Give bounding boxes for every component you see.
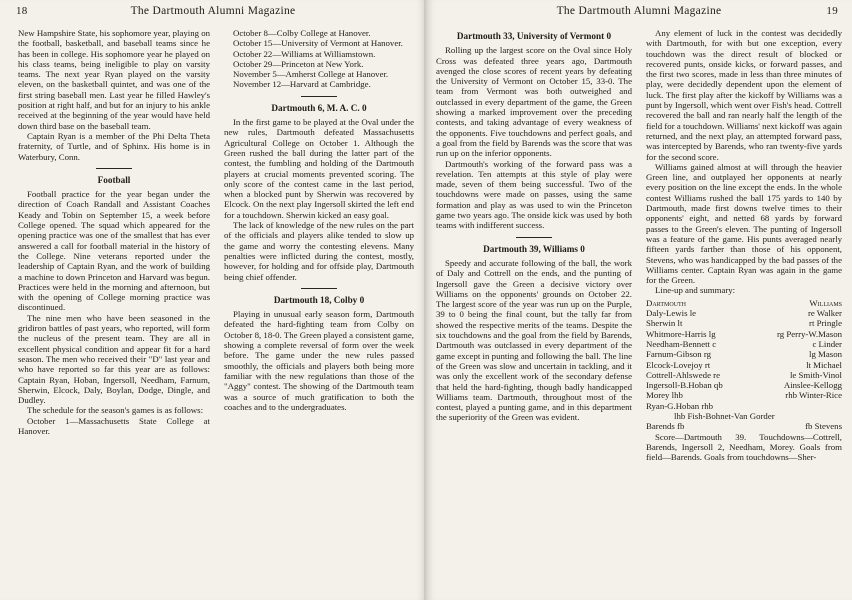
ryan-intro-paragraph: New Hampshire State, his sophomore year, playing on the football, basketball, and baseball teams since he has been in college. His sophomore year he played on his class teams, being ineligible to play on varsity teams. The next year Ryan played on the varsity eleven, on the basketball quintet, and was one of the first string baseball men. Last year he filled Hawley's position at right half, and but for an injury to his ankle received at the beginning of the year would have held down third base on the baseball team.	[18, 28, 210, 131]
lineup-right: re Walker	[807, 308, 842, 319]
lineup-row	[646, 339, 842, 349]
lineup-mid	[713, 401, 842, 411]
williams-paragraph: Speedy and accurate following of the ball, the work of Daly and Cottrell on the ends, and the punting of Ingersoll gave the Green a decisive victory over Williams on the opponents' grounds on October 22. The largest score of the year was run up on the Purple, 39 to 0 being the final count, but the tally far from showed the respective merits of the teams. Despite the six touchdowns and the goal from the field by Barends, Dartmouth was outclassed in every department of the game except in punting and following the ball. The line of the Green was slow and uncertain in tackling, and it was only the excellent work of the secondary defense that held the hard-fighting, though badly handicapped Williams team. Dartmouth, throughout most of the contest, played a punting game, and in this department the superiority of the Green was evident.	[436, 257, 632, 423]
lineup-right: fb Stevens	[805, 421, 842, 432]
lineup-left: Ingersoll-B.Hoban qb	[646, 380, 723, 391]
luck-paragraph: Any element of luck in the contest was decidedly with Dartmouth, for with but one exception, every touchdown was the direct result of blocked or recovered punts, onside kicks, or forward passes, and the first two scores, made in less than three minutes of play, were decidedly dependent upon the element of luck. The first play after the kickoff by Williams was a punt by Ingersoll, which went over Fish's head. Cottrell recovered the ball and ran nearly half the length of the field for a touchdown. Williams' next kickoff was again returned, and the next play, an attempted forward pass, was intercepted by Barends, who ran twenty-five yards for the second score.	[646, 28, 842, 162]
lineup-row	[646, 421, 842, 431]
veterans-paragraph: The nine men who have been seasoned in the gridiron battles of past years, who reported, will form the nucleus of the present team. They are all in excellent physical condition and appear fit for a hard season. The men who received their "D" last year and who have reported so far this year are as follows: Captain Ryan, Hoban, Ingersoll, Needham, Farnum, Sherwin, Elcock, Daly, Boylan, Dodge, Dingle, and Dudley.	[18, 312, 210, 406]
lineup-header-williams: Williams	[809, 297, 842, 308]
colby-paragraph: Playing in unusual early season form, Dartmouth defeated the hard-fighting team from Colby on October 8, 18-0. The Green played a consistent game, showing a complete reversal of form over the week before. The game under the new rules passed smoothly, the officials and players both being more familiar with the new regulations than those of the "Aggy" contest. The showing of the Dartmouth team was a source of much gratification to both the coaches and to the undergraduates.	[224, 309, 414, 412]
lineup-mid	[696, 308, 808, 318]
schedule-item: October 29—Princeton at New York.	[233, 58, 364, 69]
section-divider	[96, 168, 132, 169]
lineup-left: Sherwin lt	[646, 318, 683, 329]
mac-paragraph: In the first game to be played at the Oval under the new rules, Dartmouth defeated Massachusetts Agricultural College on October 1. Although the Green rushed the ball during the latter part of the contest, the fumbling and holding of the Dartmouth players at crucial moments prevented scoring. The only score of the contest came in the last period, when a blocked punt by Sherwin was recovered by Elcock. On the next play Ingersoll skirted the left end for a touchdown. Sherwin kicked an easy goal.	[224, 117, 414, 220]
right-column-2	[646, 28, 842, 462]
lineup-right: lg Mason	[809, 349, 842, 360]
schedule-item: October 15—University of Vermont at Hanover.	[233, 38, 403, 49]
right-column-1	[436, 28, 632, 423]
lineup-row	[646, 318, 842, 328]
lineup-right: rt Pringle	[809, 318, 842, 329]
left-column-2	[224, 28, 414, 412]
lineup-mid	[683, 390, 785, 400]
williams-gained-paragraph: Williams gained almost at will through the heavier Green line, and outplayed her opponents at nearly every position on the line except the ends. In the whole contest Williams rushed the ball 175 yards to 140 by Dartmouth, made first downs twelve times to their opponents' eight, and netted 68 yards by forward passes to the Green's eleven. The punting of Ingersoll was a feature of the game. His punts averaged nearly fifteen yards farther than those of his opponent, Stevens, who was handicapped by the bad passes of the Williams center. Captain Ryan was again in the game for the Green.	[646, 161, 842, 286]
lineup-left: Cottrell-Ahlswede re	[646, 369, 721, 380]
lineup-right: lt Michael	[806, 359, 842, 370]
lineup-row	[646, 411, 842, 421]
lineup-row	[646, 349, 842, 359]
lineup-right: rg Perry-W.Mason	[777, 328, 842, 339]
mac-game-heading: Dartmouth 6, M. A. C. 0	[271, 102, 367, 113]
williams-game-heading: Dartmouth 39, Williams 0	[483, 243, 585, 254]
right-page	[426, 0, 852, 600]
lineup-table	[646, 298, 842, 432]
schedule-item: November 12—Harvard at Cambridge.	[233, 79, 371, 90]
schedule-item: October 8—Colby College at Hanover.	[233, 28, 371, 38]
vermont-game-heading: Dartmouth 33, University of Vermont 0	[456, 31, 612, 41]
lineup-left: Whitmore-Harris lg	[646, 328, 716, 339]
lineup-left: Morey lhb	[646, 390, 683, 401]
lineup-left: Farnum-Gibson rg	[646, 349, 712, 360]
mac-paragraph: The lack of knowledge of the new rules on the part of the officials and players alike tended to slow up the game and worry the contesting elevens. Many penalties were inflicted during the contest, mostly, however, for holding and for offside play, Dartmouth being chief offender.	[224, 220, 414, 282]
lineup-row	[646, 329, 842, 339]
right-running-head	[426, 5, 852, 21]
score-summary-paragraph: Score—Dartmouth 39. Touchdowns—Cottrell, Barends, Ingersoll 2, Needham, Morey. Goals from field—Barends. Goals from touchdowns—Sher-	[646, 431, 842, 463]
football-paragraph: Football practice for the year began under the direction of Coach Randall and Assistant Coaches Keady and Tobin on September 15, a week before College opened. The squad which appeared for the opening practice was one of the smallest that has ever answered a call for football material in the history of the College. Nine veterans reported under the leadership of Captain Ryan, and the work of building a machine to down Princeton and Harvard was begun. Practices were held in the morning and afternoon, but with the opening of College morning practice was discontinued.	[18, 189, 210, 313]
lineup-mid	[716, 329, 777, 339]
vermont-paragraph: Rolling up the largest score on the Oval since Holy Cross was defeated three years ago, Dartmouth avenged the close scores of recent years by defeating the University of Vermont on October 15, 33-0. The team from Vermont was both outweighed and outclassed in every department of the game, the Green showing a marked improvement over the preceding contests, and taking advantage of every weakness of the opponents. Five touchdowns and perfect goals, and a goal from the field by Barends was the score that was run up on the inferior opponents.	[436, 45, 632, 159]
captain-ryan-paragraph: Captain Ryan is a member of the Phi Delta Theta fraternity, of Turtle, and of Sphinx. His home is in Waterbury, Conn.	[18, 130, 210, 162]
lineup-mid	[716, 339, 812, 349]
right-page-number: 19	[826, 5, 838, 17]
lineup-row	[646, 370, 842, 380]
lineup-row	[646, 308, 842, 318]
left-column-1	[18, 28, 210, 436]
schedule-item: November 5—Amherst College at Hanover.	[233, 69, 389, 80]
lineup-left: Daly-Lewis le	[646, 308, 697, 319]
left-running-head	[0, 5, 426, 21]
lineup-mid	[682, 318, 809, 328]
lineup-row	[646, 401, 842, 411]
left-page-number: 18	[16, 5, 28, 17]
lineup-row	[646, 360, 842, 370]
vermont-paragraph: Dartmouth's working of the forward pass was a revelation. Ten attempts at this style of play were made, seven of them being successful. Two of the touchdowns were made on passes, using the same formation and play as was used to win the Princeton game two years ago. The onside kick was used by both teams with indifferent success.	[436, 158, 632, 231]
lineup-right: Ainslee-Kellogg	[783, 380, 842, 391]
lineup-left: Barends fb	[646, 421, 685, 432]
lineup-continuation: lhb Fish-Bohnet-Van Gorder	[674, 410, 775, 421]
schedule-item: October 22—Williams at Williamstown.	[233, 48, 376, 59]
lineup-row	[646, 390, 842, 400]
lineup-right: le Smith-Vinol	[789, 369, 842, 380]
lineup-mid	[723, 380, 784, 390]
lineup-intro: Line-up and summary:	[655, 285, 736, 296]
lineup-left: Elcock-Lovejoy rt	[646, 359, 711, 370]
lineup-header-dartmouth: Dartmouth	[646, 297, 686, 308]
section-divider	[301, 96, 337, 97]
schedule-item: October 1—Massachusetts State College at Hanover.	[18, 415, 210, 436]
lineup-right: rhb Winter-Rice	[785, 390, 842, 401]
right-running-title: The Dartmouth Alumni Magazine	[556, 5, 722, 17]
lineup-mid	[720, 370, 790, 380]
lineup-left: Ryan-G.Hoban rhb	[646, 400, 714, 411]
football-heading: Football	[97, 174, 131, 185]
section-divider	[301, 288, 337, 289]
lineup-mid	[711, 349, 809, 359]
lineup-right: c Linder	[812, 338, 842, 349]
lineup-left: Needham-Bennett c	[646, 338, 717, 349]
lineup-header-row	[646, 298, 842, 308]
lineup-mid	[710, 360, 806, 370]
schedule-intro: The schedule for the season's games is as follows:	[27, 405, 204, 416]
lineup-row	[646, 380, 842, 390]
section-divider	[516, 237, 552, 238]
left-running-title: The Dartmouth Alumni Magazine	[130, 5, 296, 17]
colby-game-heading: Dartmouth 18, Colby 0	[273, 294, 365, 305]
